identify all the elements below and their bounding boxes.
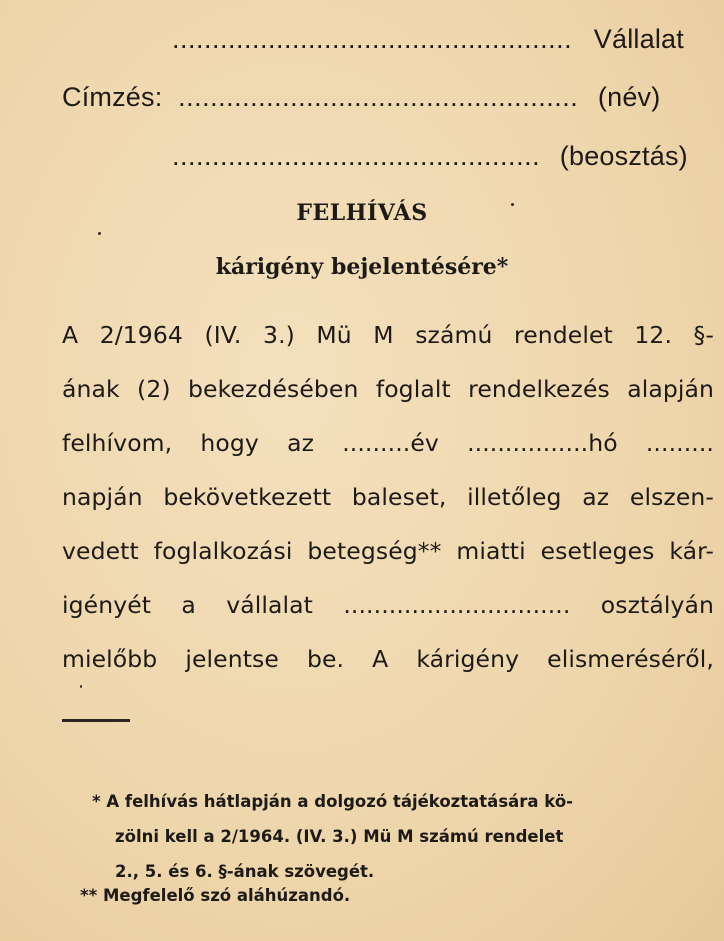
footnote-line: zölni kell a 2/1964. (IV. 3.) Mü M számú rendelet (115, 827, 564, 846)
body-line: mielőbb jelentse be. A kárigény elismeréséről, (62, 645, 714, 673)
body-line: igényét a vállalat .............................. osztályán (62, 591, 714, 619)
body-line: felhívom, hogy az .........év ................hó ......... (62, 429, 714, 457)
addressee-line (62, 82, 660, 113)
position-line (172, 141, 688, 172)
name-dots: .................................................. (178, 82, 579, 112)
company-dots: .................................................. (172, 24, 573, 54)
footnote-line: * A felhívás hátlapján a dolgozó tájékoztatására kö- (92, 792, 573, 811)
addressee-label: Címzés: (62, 82, 163, 112)
paper-speck (511, 203, 514, 206)
footnote-2 (78, 878, 720, 913)
footnote-line: 2., 5. és 6. §-ának szövegét. (115, 862, 375, 881)
body-line: A 2/1964 (IV. 3.) Mü M számú rendelet 12. §- (62, 321, 714, 349)
document-subtitle: kárigény bejelentésére* (215, 254, 509, 280)
company-label: Vállalat (593, 24, 684, 54)
footnote-1 (78, 784, 720, 889)
position-dots: .............................................. (172, 141, 541, 171)
position-label: (beosztás) (559, 141, 688, 171)
body-line: ának (2) bekezdésében foglalt rendelkezés alapján (62, 375, 714, 403)
name-label: (név) (597, 82, 661, 112)
footnote-divider (62, 719, 130, 722)
body-line: vedett foglalkozási betegség** miatti esetleges kár- (62, 537, 714, 565)
footnote-line: ** Megfelelő szó aláhúzandó. (80, 886, 351, 905)
body-line: napján bekövetkezett baleset, illetőleg az elszen- (62, 483, 714, 511)
paper-speck (98, 232, 101, 235)
paper-speck (80, 685, 82, 688)
body-text (62, 308, 714, 686)
document-title: FELHÍVÁS (296, 200, 428, 226)
company-line (172, 24, 684, 55)
